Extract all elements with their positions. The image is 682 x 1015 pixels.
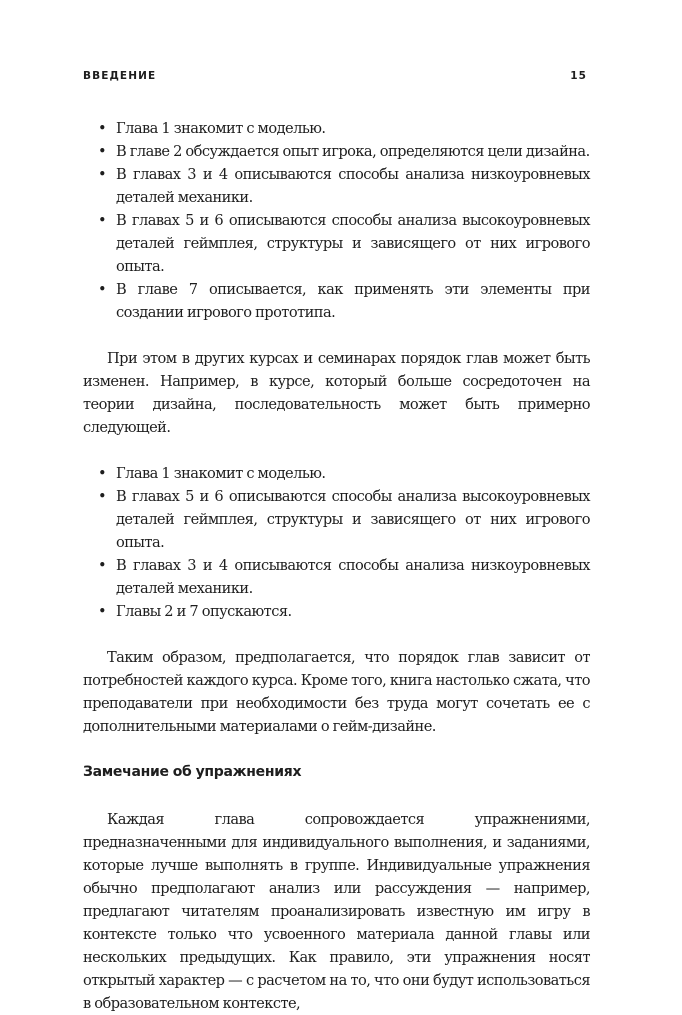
main-text <box>83 117 590 1015</box>
paragraph: Таким образом, предполагается, что порядок глав зависит от потребностей каждого курса. Кроме того, книга настолько сжата, что преподаватели при необходимости без труда могут сочетать ее с дополнительными материалами о гейм-дизайне. <box>83 649 590 735</box>
paragraph: При этом в других курсах и семинарах порядок глав может быть изменен. Например, в курсе, который больше сосредоточен на теории дизайна, последовательность может быть примерно следующей. <box>83 350 590 436</box>
running-header <box>83 70 587 86</box>
list-item: • В главе 7 описывается, как применять эти элементы при создании игрового прототипа. <box>83 278 590 324</box>
list-item: • В главах 5 и 6 описываются способы анализа высокоуровневых деталей геймплея, структуры и зависящего от них игрового опыта. <box>83 209 590 278</box>
list-item: • В главах 3 и 4 описываются способы анализа низкоуровневых деталей механики. <box>83 163 590 209</box>
section-heading: Замечание об упражнениях <box>83 764 302 780</box>
chapter-order-list <box>83 117 590 324</box>
page-number: 15 <box>570 70 587 82</box>
alternative-order-list <box>83 462 590 623</box>
list-item: • В главе 2 обсуждается опыт игрока, определяются цели дизайна. <box>83 140 590 163</box>
list-item: • Глава 1 знакомит с моделью. <box>83 462 590 485</box>
list-item: • Глава 1 знакомит с моделью. <box>83 117 590 140</box>
list-item: • Главы 2 и 7 опускаются. <box>83 600 590 623</box>
list-item: • В главах 3 и 4 описываются способы анализа низкоуровневых деталей механики. <box>83 554 590 600</box>
running-header-title: ВВЕДЕНИЕ <box>83 70 157 82</box>
paragraph: Каждая глава сопровождается упражнениями, предназначенными для индивидуального выполнения, и заданиями, которые лучше выполнять в группе. Индивидуальные упражнения обычно предполагают анализ или рассуждения — например, предлагают читателям проанализировать известную им игру в контексте только что усвоенного материала данной главы или нескольких предыдущих. Как правило, эти упражнения носят открытый характер — с расчетом на то, что они будут использоваться в образовательном контексте, <box>83 811 590 1012</box>
list-item: • В главах 5 и 6 описываются способы анализа высокоуровневых деталей геймплея, структуры и зависящего от них игрового опыта. <box>83 485 590 554</box>
